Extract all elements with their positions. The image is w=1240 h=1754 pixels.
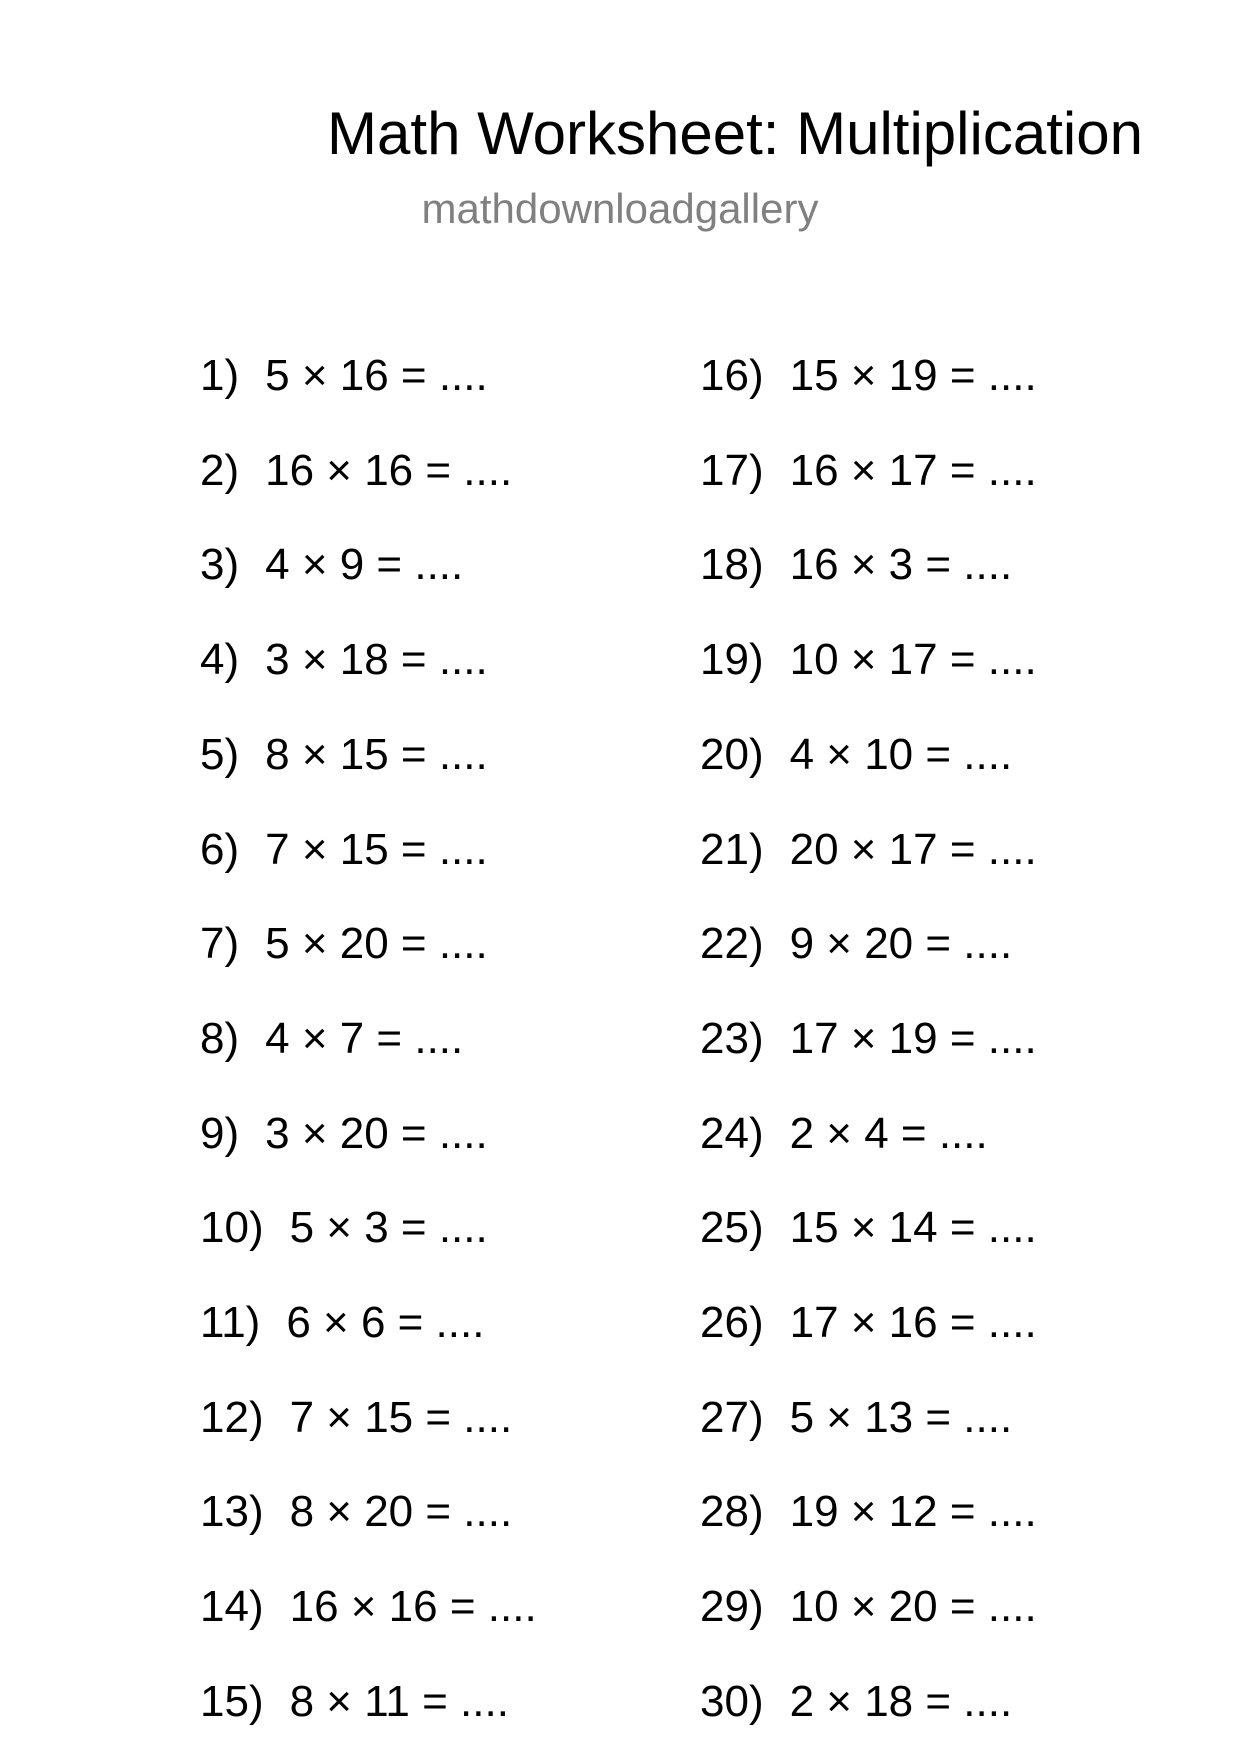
problem-item [200, 348, 488, 404]
problem-number: 6) [200, 824, 240, 874]
problem-item [200, 1484, 512, 1540]
problem-item [200, 916, 488, 972]
problem-number: 20) [700, 729, 764, 779]
problem-number: 12) [200, 1392, 264, 1442]
problem-number: 2) [200, 445, 240, 495]
problem-expression: 2 × 4 = .... [789, 1108, 988, 1158]
problem-expression: 8 × 20 = .... [289, 1487, 513, 1537]
problem-number: 30) [700, 1676, 764, 1726]
problem-number: 23) [700, 1013, 764, 1063]
problem-expression: 3 × 18 = .... [265, 635, 488, 685]
problem-item [700, 822, 1037, 878]
problem-number: 17) [700, 445, 764, 495]
problem-item [700, 1579, 1037, 1635]
problem-expression: 6 × 6 = .... [286, 1298, 485, 1347]
problem-expression: 4 × 7 = .... [265, 1013, 464, 1063]
problem-item [700, 632, 1037, 688]
problem-item [700, 916, 1012, 972]
problem-expression: 15 × 19 = .... [789, 351, 1037, 400]
problem-number: 24) [700, 1108, 764, 1158]
problem-number: 13) [200, 1487, 264, 1537]
problem-item [700, 1200, 1037, 1256]
page-subtitle: mathdownloadgallery [421, 185, 819, 232]
problem-item [700, 1674, 1012, 1730]
problem-number: 21) [700, 824, 764, 874]
problem-item [200, 1674, 509, 1730]
problem-item [700, 443, 1037, 499]
problem-number: 27) [700, 1392, 764, 1442]
problem-expression: 15 × 14 = .... [789, 1203, 1037, 1253]
problem-item [700, 1390, 1012, 1446]
problem-number: 22) [700, 919, 764, 969]
problem-number: 8) [200, 1013, 240, 1063]
problem-item [700, 1011, 1037, 1067]
problem-number: 9) [200, 1108, 240, 1158]
problem-expression: 10 × 20 = .... [789, 1582, 1037, 1632]
problem-expression: 7 × 15 = .... [289, 1392, 513, 1442]
problem-item [700, 727, 1012, 783]
problem-item [200, 822, 488, 878]
page-title: Math Worksheet: Multiplication [327, 100, 1143, 167]
problem-number: 11) [200, 1298, 261, 1347]
problem-expression: 4 × 9 = .... [265, 540, 464, 590]
problem-number: 19) [700, 635, 764, 685]
problem-item [200, 1106, 488, 1162]
problem-number: 5) [200, 729, 240, 779]
problem-expression: 5 × 16 = .... [265, 351, 488, 400]
problem-number: 16) [700, 351, 764, 400]
problem-item [200, 727, 488, 783]
problem-number: 25) [700, 1203, 764, 1253]
problem-expression: 2 × 18 = .... [789, 1676, 1013, 1726]
problem-item [700, 1295, 1037, 1351]
problem-expression: 20 × 17 = .... [789, 824, 1037, 874]
problem-number: 28) [700, 1487, 764, 1537]
problem-expression: 17 × 19 = .... [789, 1013, 1037, 1063]
problem-item [700, 537, 1012, 593]
problem-expression: 16 × 3 = .... [789, 540, 1013, 590]
problem-item [200, 1390, 512, 1446]
problem-item [700, 348, 1037, 404]
problem-expression: 10 × 17 = .... [789, 635, 1037, 685]
problem-expression: 5 × 3 = .... [289, 1203, 488, 1253]
problem-expression: 19 × 12 = .... [789, 1487, 1037, 1537]
problem-expression: 17 × 16 = .... [789, 1298, 1037, 1347]
problem-number: 29) [700, 1582, 764, 1632]
problem-expression: 16 × 16 = .... [265, 445, 513, 495]
problem-expression: 8 × 11 = .... [289, 1676, 509, 1726]
problem-expression: 16 × 16 = .... [289, 1582, 537, 1632]
problem-expression: 16 × 17 = .... [789, 445, 1037, 495]
problem-item [200, 632, 488, 688]
problem-expression: 5 × 13 = .... [789, 1392, 1013, 1442]
problem-expression: 9 × 20 = .... [789, 919, 1013, 969]
problem-item [200, 1295, 484, 1351]
problem-expression: 7 × 15 = .... [265, 824, 488, 874]
problem-item [700, 1106, 988, 1162]
problem-number: 10) [200, 1203, 264, 1253]
problem-item [200, 1579, 537, 1635]
problem-item [200, 537, 463, 593]
problem-item [200, 1011, 463, 1067]
problem-item [700, 1484, 1037, 1540]
problem-number: 15) [200, 1676, 264, 1726]
problem-number: 26) [700, 1298, 764, 1347]
problem-item [200, 1200, 488, 1256]
problem-expression: 4 × 10 = .... [789, 729, 1013, 779]
problem-number: 14) [200, 1582, 264, 1632]
problem-number: 3) [200, 540, 240, 590]
problem-expression: 8 × 15 = .... [265, 729, 488, 779]
problem-number: 7) [200, 919, 240, 969]
problem-expression: 5 × 20 = .... [265, 919, 488, 969]
problem-expression: 3 × 20 = .... [265, 1108, 488, 1158]
problem-number: 18) [700, 540, 764, 590]
problem-number: 4) [200, 635, 240, 685]
problem-number: 1) [200, 351, 240, 400]
problem-item [200, 443, 512, 499]
